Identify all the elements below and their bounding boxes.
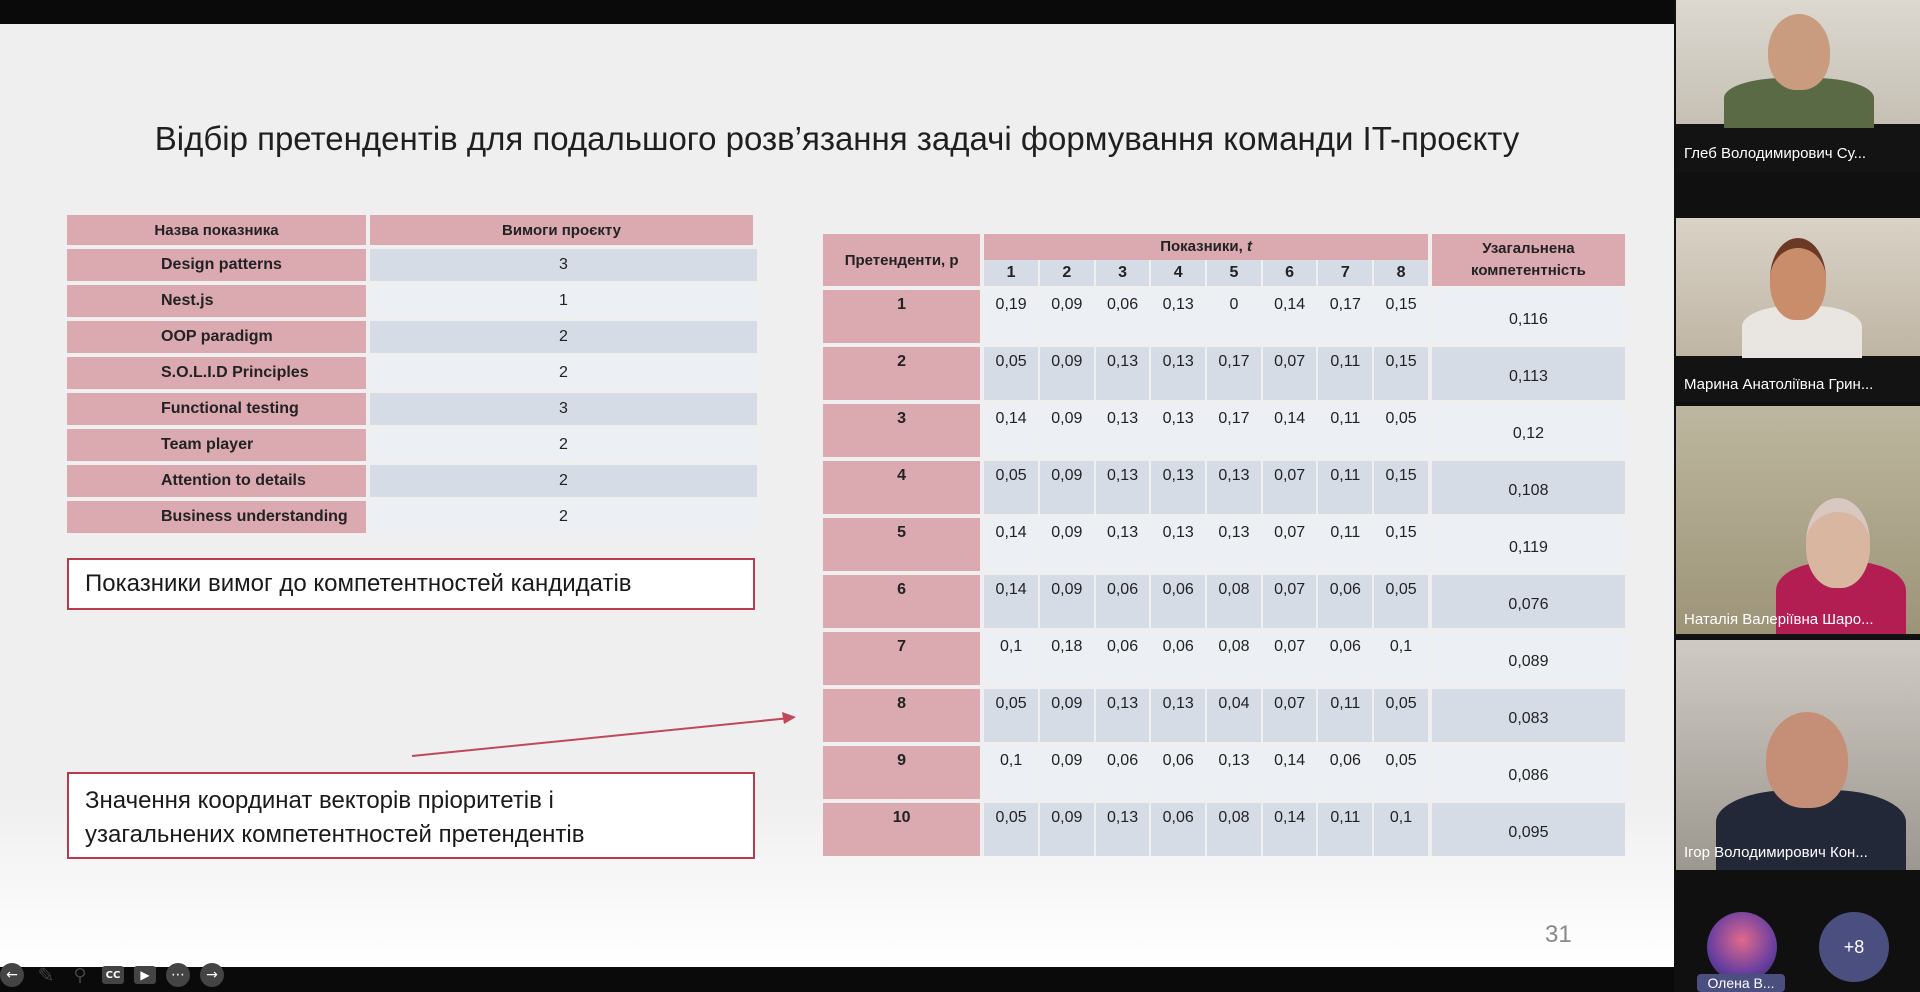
indicator-score: 0,07 [1262,459,1318,516]
indicator-score: 0,13 [1150,345,1206,402]
indicator-number: 7 [1317,260,1373,288]
requirements-caption-text: Показники вимог до компетентностей кандидатів [85,570,632,597]
indicator-score: 0,15 [1373,459,1430,516]
presentation-slide [0,24,1674,987]
column-header-indicators [982,234,1430,260]
table-row [67,465,757,497]
requirement-value: 3 [370,393,757,425]
indicator-number: 6 [1262,260,1318,288]
requirement-value: 2 [370,501,757,533]
indicator-score: 0,07 [1262,630,1318,687]
indicators-label: Показники, [1160,238,1247,256]
indicator-number: 2 [1039,260,1095,288]
participant-tile[interactable] [1676,218,1920,402]
indicator-score: 0,05 [982,459,1039,516]
participant-face [1770,238,1826,320]
vectors-caption-line: узагальнених компетентностей претендентів [85,821,585,848]
arrow-left-icon[interactable]: ← [0,963,24,987]
indicator-score: 0,06 [1150,573,1206,630]
participant-tile[interactable] [1676,640,1920,870]
more-icon[interactable]: ⋯ [166,963,190,987]
generalized-competence: 0,113 [1430,345,1625,402]
indicator-score: 0,14 [1262,402,1318,459]
indicator-name: Business understanding [67,501,370,533]
indicator-score: 0,05 [982,687,1039,744]
requirements-caption [67,558,755,610]
table-row [67,285,757,317]
indicator-score: 0,09 [1039,573,1095,630]
indicator-name: Design patterns [67,249,370,281]
participant-video [1676,0,1920,124]
indicator-score: 0,06 [1317,744,1373,801]
indicator-score: 0,13 [1150,516,1206,573]
candidate-number: 1 [823,288,982,345]
candidate-number: 3 [823,402,982,459]
generalized-competence: 0,095 [1430,801,1625,856]
participant-name: Марина Анатоліївна Грин... [1684,376,1874,393]
indicator-score: 0,06 [1317,630,1373,687]
requirement-value: 2 [370,465,757,497]
indicator-score: 0,07 [1262,687,1318,744]
indicator-score: 0,17 [1317,288,1373,345]
competence-header-line: компетентність [1471,262,1586,279]
indicator-number: 8 [1373,260,1430,288]
indicator-score: 0,06 [1095,744,1151,801]
column-header-indicator-name: Назва показника [67,215,370,245]
indicator-number: 3 [1095,260,1151,288]
indicator-score: 0,14 [982,402,1039,459]
table-row [823,630,1625,687]
candidate-number: 9 [823,744,982,801]
indicator-score: 0,06 [1150,630,1206,687]
indicator-name: OOP paradigm [67,321,370,353]
indicator-score: 0,09 [1039,687,1095,744]
generalized-competence: 0,119 [1430,516,1625,573]
table-row [823,573,1625,630]
column-header-project-requirements: Вимоги проєкту [370,215,757,245]
table-row [67,357,757,389]
indicator-score: 0,09 [1039,345,1095,402]
table-row [823,801,1625,856]
indicator-score: 0,13 [1095,402,1151,459]
generalized-competence: 0,086 [1430,744,1625,801]
candidate-number: 10 [823,801,982,856]
indicator-score: 0,18 [1039,630,1095,687]
candidate-number: 7 [823,630,982,687]
table-row [67,429,757,461]
arrow-right-icon[interactable]: → [200,963,224,987]
table-row [67,249,757,281]
candidate-number: 4 [823,459,982,516]
requirement-value: 2 [370,357,757,389]
indicator-score: 0,1 [1373,801,1430,856]
indicator-number: 5 [1206,260,1262,288]
indicator-score: 0,13 [1095,687,1151,744]
indicator-score: 0,1 [982,744,1039,801]
generalized-competence: 0,089 [1430,630,1625,687]
column-header-generalized-competence [1430,234,1625,288]
participant-face [1766,712,1848,808]
indicator-score: 0,13 [1150,288,1206,345]
slide-number: 31 [1545,921,1572,948]
table-row [67,321,757,353]
slide-title: Відбір претендентів для подальшого розв’язання задачі формування команди IT-проєкту [154,120,1520,157]
participant-tile[interactable] [1676,0,1920,172]
indicator-score: 0,07 [1262,573,1318,630]
indicator-name: Attention to details [67,465,370,497]
indicator-score: 0,1 [982,630,1039,687]
participant-tile[interactable] [1676,406,1920,636]
indicator-score: 0,05 [1373,402,1430,459]
indicator-score: 0,06 [1150,744,1206,801]
candidate-number: 8 [823,687,982,744]
indicator-number: 1 [982,260,1039,288]
indicator-score: 0 [1206,288,1262,345]
indicator-score: 0,07 [1262,516,1318,573]
participant-video [1676,218,1920,356]
indicators-variable: t [1246,238,1252,256]
indicator-score: 0,11 [1317,687,1373,744]
indicator-score: 0,09 [1039,288,1095,345]
competence-header-line: Узагальнена [1482,240,1575,257]
table-row [823,345,1625,402]
indicator-name: S.O.L.I.D Principles [67,357,370,389]
indicator-score: 0,11 [1317,516,1373,573]
table-row [823,402,1625,459]
indicator-score: 0,05 [1373,744,1430,801]
indicator-score: 0,15 [1373,345,1430,402]
participant-name: Глеб Володимирович Су... [1684,145,1867,162]
indicator-score: 0,11 [1317,402,1373,459]
table-row [823,744,1625,801]
indicator-score: 0,06 [1095,573,1151,630]
indicator-score: 0,13 [1095,459,1151,516]
participant-face [1806,498,1870,588]
indicator-score: 0,14 [1262,801,1318,856]
indicator-name: Nest.js [67,285,370,317]
candidate-number: 5 [823,516,982,573]
indicator-name: Functional testing [67,393,370,425]
indicator-score: 0,17 [1206,402,1262,459]
indicator-score: 0,05 [982,801,1039,856]
indicator-score: 0,07 [1262,345,1318,402]
vectors-caption-line: Значення координат векторів пріоритетів і [85,787,554,814]
indicator-score: 0,13 [1095,801,1151,856]
generalized-competence: 0,076 [1430,573,1625,630]
indicator-score: 0,08 [1206,801,1262,856]
participant-name: Ігор Володимирович Кон... [1684,844,1868,861]
participant-avatar-label: Олена В... [1697,974,1785,992]
indicator-score: 0,05 [982,345,1039,402]
indicator-score: 0,14 [982,516,1039,573]
camera-icon[interactable]: ▶ [134,966,156,984]
indicator-score: 0,06 [1317,573,1373,630]
indicator-score: 0,13 [1206,744,1262,801]
participant-name: Наталія Валеріївна Шаро... [1684,611,1874,628]
indicator-name: Team player [67,429,370,461]
indicator-score: 0,14 [1262,744,1318,801]
participant-video [1676,640,1920,870]
indicator-score: 0,17 [1206,345,1262,402]
indicator-score: 0,09 [1039,402,1095,459]
generalized-competence: 0,083 [1430,687,1625,744]
candidates-table-body [823,288,1625,856]
indicator-score: 0,06 [1095,630,1151,687]
table-row [823,687,1625,744]
candidate-number: 2 [823,345,982,402]
indicator-score: 0,14 [1262,288,1318,345]
indicator-score: 0,11 [1317,801,1373,856]
column-header-candidates: Претенденти, p [823,234,982,288]
indicator-score: 0,06 [1150,801,1206,856]
indicator-score: 0,08 [1206,573,1262,630]
requirements-table [67,211,757,537]
generalized-competence: 0,12 [1430,402,1625,459]
indicator-score: 0,05 [1373,573,1430,630]
indicator-score: 0,13 [1095,516,1151,573]
zoom-icon[interactable]: ⚲ [73,964,87,986]
generalized-competence: 0,108 [1430,459,1625,516]
indicator-score: 0,13 [1150,402,1206,459]
indicator-score: 0,04 [1206,687,1262,744]
candidate-number: 6 [823,573,982,630]
pen-icon[interactable]: ✎ [37,963,55,987]
indicator-score: 0,08 [1206,630,1262,687]
participant-avatar[interactable] [1707,912,1777,982]
indicator-score: 0,15 [1373,288,1430,345]
indicator-score: 0,1 [1373,630,1430,687]
requirement-value: 2 [370,321,757,353]
indicator-score: 0,09 [1039,744,1095,801]
table-row [823,459,1625,516]
indicator-score: 0,09 [1039,459,1095,516]
indicator-score: 0,09 [1039,801,1095,856]
participant-video [1676,406,1920,634]
table-row [67,501,757,533]
indicator-score: 0,05 [1373,687,1430,744]
requirement-value: 3 [370,249,757,281]
requirement-value: 2 [370,429,757,461]
indicator-score: 0,06 [1095,288,1151,345]
indicator-score: 0,19 [982,288,1039,345]
table-row [823,288,1625,345]
table-row [823,516,1625,573]
indicator-score: 0,09 [1039,516,1095,573]
indicator-score: 0,15 [1373,516,1430,573]
participants-panel [1674,0,1920,992]
generalized-competence: 0,116 [1430,288,1625,345]
presentation-toolbar [0,960,224,990]
indicator-number: 4 [1150,260,1206,288]
vectors-caption [67,772,755,859]
participant-face [1768,14,1830,90]
indicator-score: 0,13 [1206,516,1262,573]
requirement-value: 1 [370,285,757,317]
table-row [67,393,757,425]
cc-icon[interactable]: CC [102,966,124,984]
indicator-score: 0,11 [1317,345,1373,402]
indicator-score: 0,13 [1150,687,1206,744]
more-participants-button[interactable]: +8 [1819,912,1889,982]
indicator-score: 0,13 [1150,459,1206,516]
indicator-score: 0,11 [1317,459,1373,516]
candidates-table [823,234,1625,856]
indicator-score: 0,13 [1095,345,1151,402]
arrow-icon [410,710,800,760]
indicator-score: 0,14 [982,573,1039,630]
indicator-score: 0,13 [1206,459,1262,516]
